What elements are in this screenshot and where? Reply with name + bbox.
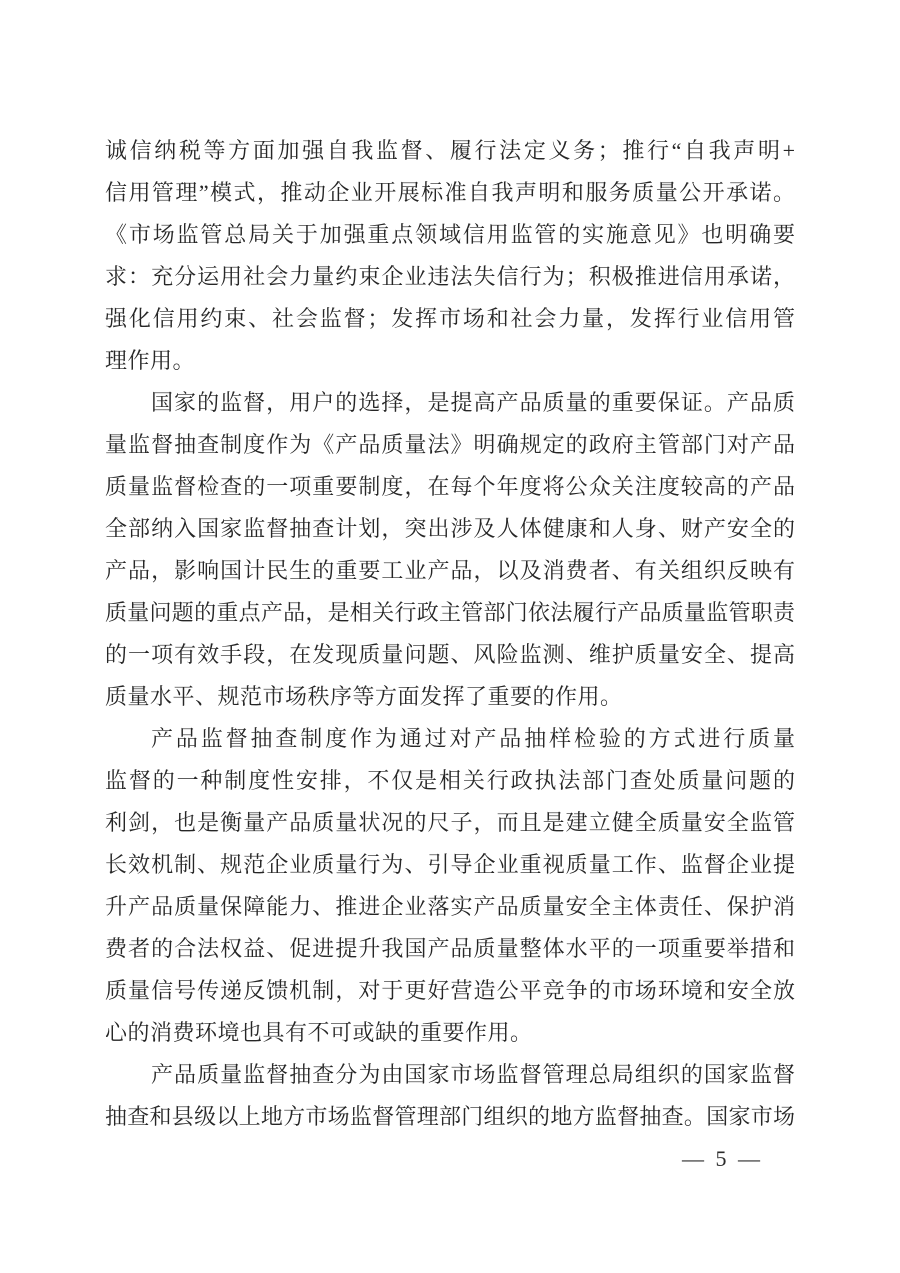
text-line: 产品质量监督抽查分为由国家市场监督管理总局组织的国家监督 bbox=[151, 1062, 795, 1087]
text-line: 监督的一种制度性安排，不仅是相关行政执法部门查处质量问题的 bbox=[105, 768, 795, 793]
text-line: 抽查和县级以上地方市场监督管理部门组织的地方监督抽查。国家市场 bbox=[105, 1104, 795, 1129]
text-line: 求：充分运用社会力量约束企业违法失信行为；积极推进信用承诺， bbox=[105, 264, 795, 289]
text-line: 质量监督检查的一项重要制度，在每个年度将公众关注度较高的产品 bbox=[105, 474, 795, 499]
text-line: 强化信用约束、社会监督；发挥市场和社会力量，发挥行业信用管 bbox=[105, 306, 795, 331]
text-line: 《市场监管总局关于加强重点领域信用监管的实施意见》也明确要 bbox=[105, 222, 795, 247]
text-line: 质量信号传递反馈机制，对于更好营造公平竞争的市场环境和安全放 bbox=[105, 978, 795, 1003]
text-body bbox=[105, 130, 795, 1138]
text-line: 利剑，也是衡量产品质量状况的尺子，而且是建立健全质量安全监管 bbox=[105, 810, 795, 835]
text-line: 的一项有效手段，在发现质量问题、风险监测、维护质量安全、提高 bbox=[105, 642, 795, 667]
text-line: 心的消费环境也具有不可或缺的重要作用。 bbox=[105, 1020, 533, 1045]
text-line: 升产品质量保障能力、推进企业落实产品质量安全主体责任、保护消 bbox=[105, 894, 795, 919]
text-line: 费者的合法权益、促进提升我国产品质量整体水平的一项重要举措和 bbox=[105, 936, 795, 961]
text-line: 产品监督抽查制度作为通过对产品抽样检验的方式进行质量 bbox=[151, 726, 795, 751]
text-line: 国家的监督，用户的选择，是提高产品质量的重要保证。产品质 bbox=[151, 390, 795, 415]
text-line: 长效机制、规范企业质量行为、引导企业重视质量工作、监督企业提 bbox=[105, 852, 795, 877]
page-number: — 5 — bbox=[682, 1146, 763, 1171]
text-line: 诚信纳税等方面加强自我监督、履行法定义务；推行“自我声明+ bbox=[105, 138, 795, 163]
text-line: 量监督抽查制度作为《产品质量法》明确规定的政府主管部门对产品 bbox=[105, 432, 795, 457]
text-line: 信用管理”模式，推动企业开展标准自我声明和服务质量公开承诺。 bbox=[105, 180, 795, 205]
text-line: 产品，影响国计民生的重要工业产品，以及消费者、有关组织反映有 bbox=[105, 558, 795, 583]
text-line: 理作用。 bbox=[105, 348, 196, 373]
text-line: 质量水平、规范市场秩序等方面发挥了重要的作用。 bbox=[105, 684, 623, 709]
text-line: 全部纳入国家监督抽查计划，突出涉及人体健康和人身、财产安全的 bbox=[105, 516, 795, 541]
text-line: 质量问题的重点产品，是相关行政主管部门依法履行产品质量监管职责 bbox=[105, 600, 795, 625]
